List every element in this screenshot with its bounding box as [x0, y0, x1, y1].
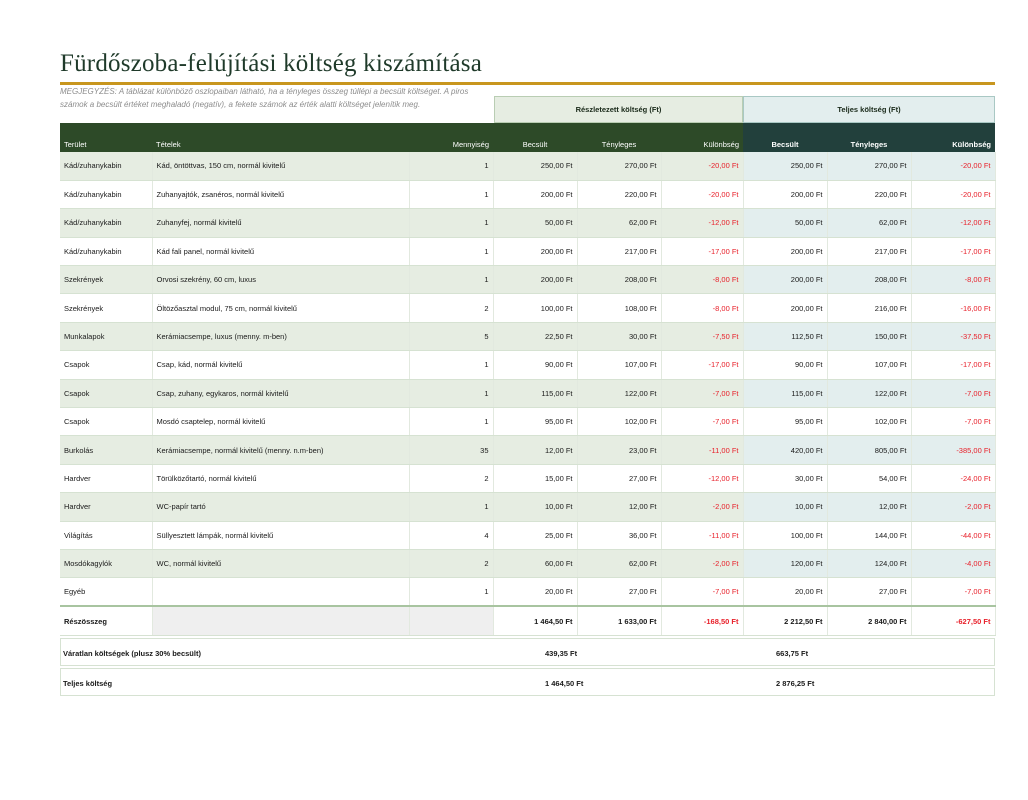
cell-difference[interactable]: -8,00 Ft [661, 266, 743, 294]
cell-total-estimated[interactable]: 100,00 Ft [743, 521, 827, 549]
grand-total-total[interactable]: 2 876,25 Ft [776, 679, 815, 688]
page-title: Fürdőszoba-felújítási költség kiszámítása [60, 50, 482, 77]
table-row [60, 379, 995, 407]
cell-area[interactable]: Munkalapok [60, 322, 152, 350]
cost-table [60, 123, 996, 636]
grand-total-label: Teljes költség [63, 679, 113, 688]
cell-total-difference[interactable]: -385,00 Ft [911, 436, 995, 464]
cell-quantity[interactable]: 1 [409, 408, 493, 436]
cell-item[interactable]: WC, normál kivitelű [152, 549, 409, 577]
cell-difference[interactable]: -11,00 Ft [661, 521, 743, 549]
note-text: MEGJEGYZÉS: A táblázat különböző oszlopaiban látható, ha a tényleges összeg túllépi a becsült költséget. A piros számok a becsült értéket meghaladó (negatív), a fekete számok az érték alatti költséget jelenítik meg. [60, 87, 469, 109]
cell-total-actual[interactable]: 208,00 Ft [827, 266, 911, 294]
cell-area[interactable]: Szekrények [60, 266, 152, 294]
subtotal-total-actual[interactable]: 2 840,00 Ft [827, 606, 911, 635]
table-row [60, 322, 995, 350]
cell-total-estimated[interactable]: 200,00 Ft [743, 237, 827, 265]
cell-actual[interactable]: 217,00 Ft [577, 237, 661, 265]
table-row [60, 237, 995, 265]
cell-area[interactable]: Burkolás [60, 436, 152, 464]
cell-total-estimated[interactable]: 420,00 Ft [743, 436, 827, 464]
cell-total-difference[interactable]: -7,00 Ft [911, 578, 995, 606]
table-row [60, 209, 995, 237]
cell-difference[interactable]: -12,00 Ft [661, 209, 743, 237]
cell-estimated[interactable]: 15,00 Ft [493, 464, 577, 492]
cell-difference[interactable]: -20,00 Ft [661, 152, 743, 180]
cell-area[interactable]: Világítás [60, 521, 152, 549]
cell-difference[interactable]: -12,00 Ft [661, 464, 743, 492]
cell-item[interactable]: Mosdó csaptelep, normál kivitelű [152, 408, 409, 436]
subtotal-actual[interactable]: 1 633,00 Ft [577, 606, 661, 635]
cell-actual[interactable]: 36,00 Ft [577, 521, 661, 549]
cell-area[interactable]: Csapok [60, 379, 152, 407]
cell-estimated[interactable]: 95,00 Ft [493, 408, 577, 436]
column-header-row [60, 123, 995, 152]
col-header-total-estimated[interactable]: Becsült [743, 123, 827, 152]
title-rule [60, 82, 995, 85]
cell-estimated[interactable]: 200,00 Ft [493, 237, 577, 265]
cell-total-difference[interactable]: -17,00 Ft [911, 351, 995, 379]
cell-item[interactable]: Csap, kád, normál kivitelű [152, 351, 409, 379]
grand-total-detail[interactable]: 1 464,50 Ft [545, 679, 584, 688]
cell-difference[interactable]: -7,00 Ft [661, 379, 743, 407]
table-row [60, 549, 995, 577]
cell-total-difference[interactable]: -20,00 Ft [911, 152, 995, 180]
cell-difference[interactable]: -7,00 Ft [661, 578, 743, 606]
cell-difference[interactable]: -20,00 Ft [661, 180, 743, 208]
col-header-estimated[interactable]: Becsült [493, 123, 577, 152]
cell-total-difference[interactable]: -7,00 Ft [911, 408, 995, 436]
cell-actual[interactable]: 23,00 Ft [577, 436, 661, 464]
cell-total-actual[interactable]: 144,00 Ft [827, 521, 911, 549]
table-row [60, 578, 995, 606]
cell-difference[interactable]: -11,00 Ft [661, 436, 743, 464]
cell-difference[interactable]: -2,00 Ft [661, 549, 743, 577]
cell-total-difference[interactable]: -8,00 Ft [911, 266, 995, 294]
cell-quantity[interactable]: 1 [409, 493, 493, 521]
col-header-difference[interactable]: Különbség [661, 123, 743, 152]
cell-total-estimated[interactable]: 200,00 Ft [743, 266, 827, 294]
col-header-total-difference[interactable]: Különbség [911, 123, 995, 152]
cell-total-estimated[interactable]: 120,00 Ft [743, 549, 827, 577]
cell-total-actual[interactable]: 62,00 Ft [827, 209, 911, 237]
cell-difference[interactable]: -7,00 Ft [661, 408, 743, 436]
cell-actual[interactable]: 220,00 Ft [577, 180, 661, 208]
cell-difference[interactable]: -2,00 Ft [661, 493, 743, 521]
cell-total-actual[interactable]: 124,00 Ft [827, 549, 911, 577]
cell-area[interactable]: Kád/zuhanykabin [60, 209, 152, 237]
cell-area[interactable]: Egyéb [60, 578, 152, 606]
cell-total-estimated[interactable]: 95,00 Ft [743, 408, 827, 436]
cell-item[interactable]: Zuhanyfej, normál kivitelű [152, 209, 409, 237]
cell-total-estimated[interactable]: 112,50 Ft [743, 322, 827, 350]
subtotal-total-difference[interactable]: -627,50 Ft [911, 606, 995, 635]
unexpected-costs-label: Váratlan költségek (plusz 30% becsült) [63, 649, 201, 658]
cell-area[interactable]: Kád/zuhanykabin [60, 152, 152, 180]
cell-quantity[interactable]: 1 [409, 237, 493, 265]
cell-total-difference[interactable]: -37,50 Ft [911, 322, 995, 350]
cell-difference[interactable]: -17,00 Ft [661, 237, 743, 265]
cell-item[interactable]: Zuhanyajtók, zsanéros, normál kivitelű [152, 180, 409, 208]
cell-item[interactable]: Kád, öntöttvas, 150 cm, normál kivitelű [152, 152, 409, 180]
table-row [60, 493, 995, 521]
cell-total-estimated[interactable]: 115,00 Ft [743, 379, 827, 407]
cell-item[interactable]: Törülközőtartó, normál kivitelű [152, 464, 409, 492]
table-row [60, 408, 995, 436]
cell-total-actual[interactable]: 270,00 Ft [827, 152, 911, 180]
cell-total-actual[interactable]: 27,00 Ft [827, 578, 911, 606]
cell-total-estimated[interactable]: 250,00 Ft [743, 152, 827, 180]
cell-total-estimated[interactable]: 200,00 Ft [743, 180, 827, 208]
subtotal-empty-cell [152, 606, 409, 635]
cell-item[interactable]: Kerámiacsempe, luxus (menny. m-ben) [152, 322, 409, 350]
subtotal-estimated[interactable]: 1 464,50 Ft [493, 606, 577, 635]
col-header-actual[interactable]: Tényleges [577, 123, 661, 152]
cell-total-estimated[interactable]: 200,00 Ft [743, 294, 827, 322]
cell-quantity[interactable]: 1 [409, 209, 493, 237]
cell-estimated[interactable]: 22,50 Ft [493, 322, 577, 350]
cell-item[interactable]: Süllyesztett lámpák, normál kivitelű [152, 521, 409, 549]
table-row [60, 294, 995, 322]
cell-total-actual[interactable]: 12,00 Ft [827, 493, 911, 521]
cell-estimated[interactable]: 10,00 Ft [493, 493, 577, 521]
cell-item[interactable]: Öltözőasztal modul, 75 cm, normál kivitelű [152, 294, 409, 322]
cell-quantity[interactable]: 1 [409, 266, 493, 294]
subtotal-row [60, 606, 995, 635]
cell-estimated[interactable]: 90,00 Ft [493, 351, 577, 379]
cell-total-actual[interactable]: 107,00 Ft [827, 351, 911, 379]
cell-total-actual[interactable]: 150,00 Ft [827, 322, 911, 350]
cell-area[interactable]: Kád/zuhanykabin [60, 180, 152, 208]
cell-total-estimated[interactable]: 90,00 Ft [743, 351, 827, 379]
cell-estimated[interactable]: 115,00 Ft [493, 379, 577, 407]
cell-estimated[interactable]: 12,00 Ft [493, 436, 577, 464]
cell-estimated[interactable]: 250,00 Ft [493, 152, 577, 180]
cell-item[interactable]: WC-papír tartó [152, 493, 409, 521]
cell-actual[interactable]: 27,00 Ft [577, 464, 661, 492]
cell-estimated[interactable]: 50,00 Ft [493, 209, 577, 237]
cell-actual[interactable]: 270,00 Ft [577, 152, 661, 180]
cell-actual[interactable]: 62,00 Ft [577, 209, 661, 237]
cell-total-actual[interactable]: 54,00 Ft [827, 464, 911, 492]
cell-total-actual[interactable]: 220,00 Ft [827, 180, 911, 208]
subtotal-total-estimated[interactable]: 2 212,50 Ft [743, 606, 827, 635]
cell-area[interactable]: Csapok [60, 408, 152, 436]
cell-area[interactable]: Kád/zuhanykabin [60, 237, 152, 265]
table-row [60, 436, 995, 464]
cell-difference[interactable]: -17,00 Ft [661, 351, 743, 379]
cell-area[interactable]: Hardver [60, 464, 152, 492]
cell-actual[interactable]: 122,00 Ft [577, 379, 661, 407]
cell-estimated[interactable]: 60,00 Ft [493, 549, 577, 577]
cell-item[interactable]: Kerámiacsempe, normál kivitelű (menny. n.m-ben) [152, 436, 409, 464]
subtotal-empty-cell [409, 606, 493, 635]
cell-quantity[interactable]: 1 [409, 351, 493, 379]
cell-actual[interactable]: 108,00 Ft [577, 294, 661, 322]
cell-total-difference[interactable]: -17,00 Ft [911, 237, 995, 265]
cell-quantity[interactable]: 4 [409, 521, 493, 549]
cell-difference[interactable]: -8,00 Ft [661, 294, 743, 322]
cell-actual[interactable]: 102,00 Ft [577, 408, 661, 436]
cell-actual[interactable]: 12,00 Ft [577, 493, 661, 521]
cell-quantity[interactable]: 1 [409, 152, 493, 180]
subtotal-label: Részösszeg [60, 606, 152, 635]
table-row [60, 351, 995, 379]
cell-total-estimated[interactable]: 30,00 Ft [743, 464, 827, 492]
cell-total-difference[interactable]: -4,00 Ft [911, 549, 995, 577]
group-header-total-cost: Teljes költség (Ft) [743, 96, 995, 123]
cell-estimated[interactable]: 100,00 Ft [493, 294, 577, 322]
table-row [60, 152, 995, 180]
cell-total-actual[interactable]: 216,00 Ft [827, 294, 911, 322]
group-header-detailed-cost: Részletezett költség (Ft) [494, 96, 743, 123]
cell-quantity[interactable]: 1 [409, 379, 493, 407]
unexpected-costs-detail[interactable]: 439,35 Ft [545, 649, 578, 658]
col-header-quantity[interactable]: Mennyiség [409, 123, 493, 152]
cell-quantity[interactable]: 2 [409, 294, 493, 322]
cell-item[interactable]: Kád fali panel, normál kivitelű [152, 237, 409, 265]
cell-actual[interactable]: 30,00 Ft [577, 322, 661, 350]
cell-estimated[interactable]: 200,00 Ft [493, 266, 577, 294]
cell-quantity[interactable]: 1 [409, 180, 493, 208]
cell-area[interactable]: Csapok [60, 351, 152, 379]
cell-quantity[interactable]: 35 [409, 436, 493, 464]
unexpected-costs-total[interactable]: 663,75 Ft [776, 649, 809, 658]
cell-estimated[interactable]: 25,00 Ft [493, 521, 577, 549]
cell-actual[interactable]: 27,00 Ft [577, 578, 661, 606]
cell-total-difference[interactable]: -16,00 Ft [911, 294, 995, 322]
cell-estimated[interactable]: 200,00 Ft [493, 180, 577, 208]
cell-total-difference[interactable]: -7,00 Ft [911, 379, 995, 407]
unexpected-costs-row [60, 638, 995, 666]
col-header-area[interactable]: Terület [60, 123, 152, 152]
cell-actual[interactable]: 62,00 Ft [577, 549, 661, 577]
table-row [60, 521, 995, 549]
cell-total-actual[interactable]: 805,00 Ft [827, 436, 911, 464]
cell-quantity[interactable]: 1 [409, 578, 493, 606]
table-row [60, 180, 995, 208]
cell-item[interactable]: Orvosi szekrény, 60 cm, luxus [152, 266, 409, 294]
cell-item[interactable] [152, 578, 409, 606]
grand-total-row [60, 668, 995, 696]
cell-area[interactable]: Mosdókagylók [60, 549, 152, 577]
cell-actual[interactable]: 107,00 Ft [577, 351, 661, 379]
cell-difference[interactable]: -7,50 Ft [661, 322, 743, 350]
col-header-total-actual[interactable]: Tényleges [827, 123, 911, 152]
cell-total-difference[interactable]: -2,00 Ft [911, 493, 995, 521]
cell-area[interactable]: Szekrények [60, 294, 152, 322]
cell-total-actual[interactable]: 102,00 Ft [827, 408, 911, 436]
table-row [60, 266, 995, 294]
cell-quantity[interactable]: 2 [409, 549, 493, 577]
cell-total-actual[interactable]: 122,00 Ft [827, 379, 911, 407]
cell-area[interactable]: Hardver [60, 493, 152, 521]
cell-total-estimated[interactable]: 20,00 Ft [743, 578, 827, 606]
cell-total-actual[interactable]: 217,00 Ft [827, 237, 911, 265]
cell-quantity[interactable]: 2 [409, 464, 493, 492]
cell-total-estimated[interactable]: 10,00 Ft [743, 493, 827, 521]
cell-total-difference[interactable]: -24,00 Ft [911, 464, 995, 492]
cell-actual[interactable]: 208,00 Ft [577, 266, 661, 294]
cell-quantity[interactable]: 5 [409, 322, 493, 350]
cell-total-difference[interactable]: -20,00 Ft [911, 180, 995, 208]
cell-total-difference[interactable]: -12,00 Ft [911, 209, 995, 237]
col-header-items[interactable]: Tételek [152, 123, 409, 152]
cell-estimated[interactable]: 20,00 Ft [493, 578, 577, 606]
cell-total-difference[interactable]: -44,00 Ft [911, 521, 995, 549]
table-row [60, 464, 995, 492]
cell-total-estimated[interactable]: 50,00 Ft [743, 209, 827, 237]
subtotal-difference[interactable]: -168,50 Ft [661, 606, 743, 635]
cell-item[interactable]: Csap, zuhany, egykaros, normál kivitelű [152, 379, 409, 407]
